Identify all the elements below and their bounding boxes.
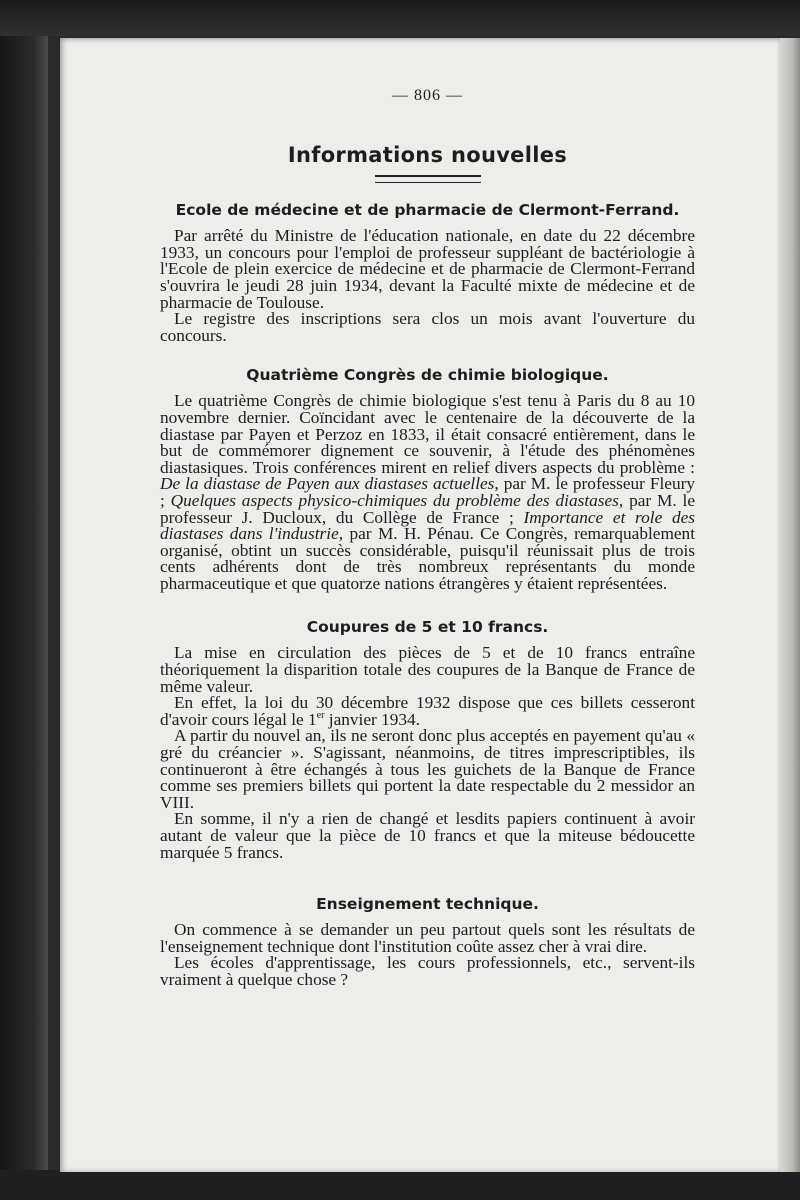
section-congres-chimie <box>160 366 695 592</box>
paragraph <box>160 393 695 592</box>
text-run: , par M. H. Pénau. Ce Congrès, remarquablement organisé, obtint un succès considérable, puisqu'il réunissait plus de trois cents adhérents dont de très nombreux représentants du monde pharmaceutique et que quatorze nations étrangères y étaient représentées. <box>160 524 695 593</box>
section-heading: Ecole de médecine et de pharmacie de Clermont-Ferrand. <box>175 201 680 220</box>
italic-title: De la diastase de Payen aux diastases actuelles <box>160 474 495 494</box>
text-run: , par M. le professeur J. Ducloux, du Collège de France ; <box>160 490 696 527</box>
scan-border-bottom <box>0 1170 800 1200</box>
scan-border-left <box>0 0 48 1200</box>
paragraph: Les écoles d'apprentissage, les cours professionnels, etc., servent-ils vraiment à quelque chose ? <box>160 953 695 989</box>
page-title: Informations nouvelles <box>287 142 568 167</box>
section-enseignement-technique <box>160 895 695 988</box>
scan-border-top <box>0 0 800 36</box>
section-heading: Enseignement technique. <box>316 895 539 914</box>
document-page <box>60 38 780 1172</box>
paragraph: Par arrêté du Ministre de l'éducation nationale, en date du 22 décembre 1933, un concours pour l'emploi de professeur suppléant de bactériologie à l'Ecole de plein exercice de médecine et de pharmacie de Clermont-Ferrand s'ouvrira le jeudi 28 juin 1934, devant la Faculté mixte de médecine et de pharmacie de Toulouse. <box>160 226 695 312</box>
page-number: — 806 — <box>392 87 463 104</box>
page-edge-right <box>780 38 800 1172</box>
italic-title: Importance et role des diastases dans l'industrie <box>160 507 695 544</box>
paragraph <box>160 695 695 728</box>
paragraph: Le registre des inscriptions sera clos un mois avant l'ouverture du concours. <box>160 309 695 345</box>
title-underline <box>375 175 481 183</box>
paragraph: A partir du nouvel an, ils ne seront donc plus acceptés en payement qu'au « gré du créancier ». S'agissant, néanmoins, de titres imprescriptibles, ils continueront à être échangés à tous les guichets de la Banque de France comme ses premiers billets qui portent la date respectable du 2 messidor an VIII. <box>160 726 695 812</box>
text-run: Le quatrième Congrès de chimie biologique s'est tenu à Paris du 8 au 10 novembre dernier. Coïncidant avec le centenaire de la découverte de la diastase par Payen et Perzoz en 1833, il était consacré entièrement, dans le but de commémorer dignement ce souvenir, à l'étude des phénomènes diastasiques. Trois conférences mirent en relief divers aspects du problème : <box>160 391 695 477</box>
page-content <box>160 88 695 989</box>
section-heading: Quatrième Congrès de chimie biologique. <box>246 366 609 385</box>
italic-title: Quelques aspects physico-chimiques du problème des diastases <box>170 490 619 510</box>
text-run: , par M. le professeur Fleury ; <box>160 474 695 510</box>
superscript: er <box>316 710 325 722</box>
text-run: En effet, la loi du 30 décembre 1932 dispose que ces billets cesseront d'avoir cours légal le 1 <box>160 693 695 729</box>
text-run: janvier 1934. <box>324 709 420 729</box>
paragraph: La mise en circulation des pièces de 5 et de 10 francs entraîne théoriquement la disparition totale des coupures de la Banque de France de même valeur. <box>160 643 695 696</box>
section-heading: Coupures de 5 et 10 francs. <box>306 618 549 637</box>
paragraph: En somme, il n'y a rien de changé et lesdits papiers continuent à avoir autant de valeur que la pièce de 10 francs et que la miteuse bédoucette marquée 5 francs. <box>160 809 695 862</box>
section-clermont-ferrand <box>160 201 695 344</box>
section-coupures <box>160 618 695 861</box>
paragraph: On commence à se demander un peu partout quels sont les résultats de l'enseignement technique dont l'institution coûte assez cher à vrai dire. <box>160 920 695 956</box>
